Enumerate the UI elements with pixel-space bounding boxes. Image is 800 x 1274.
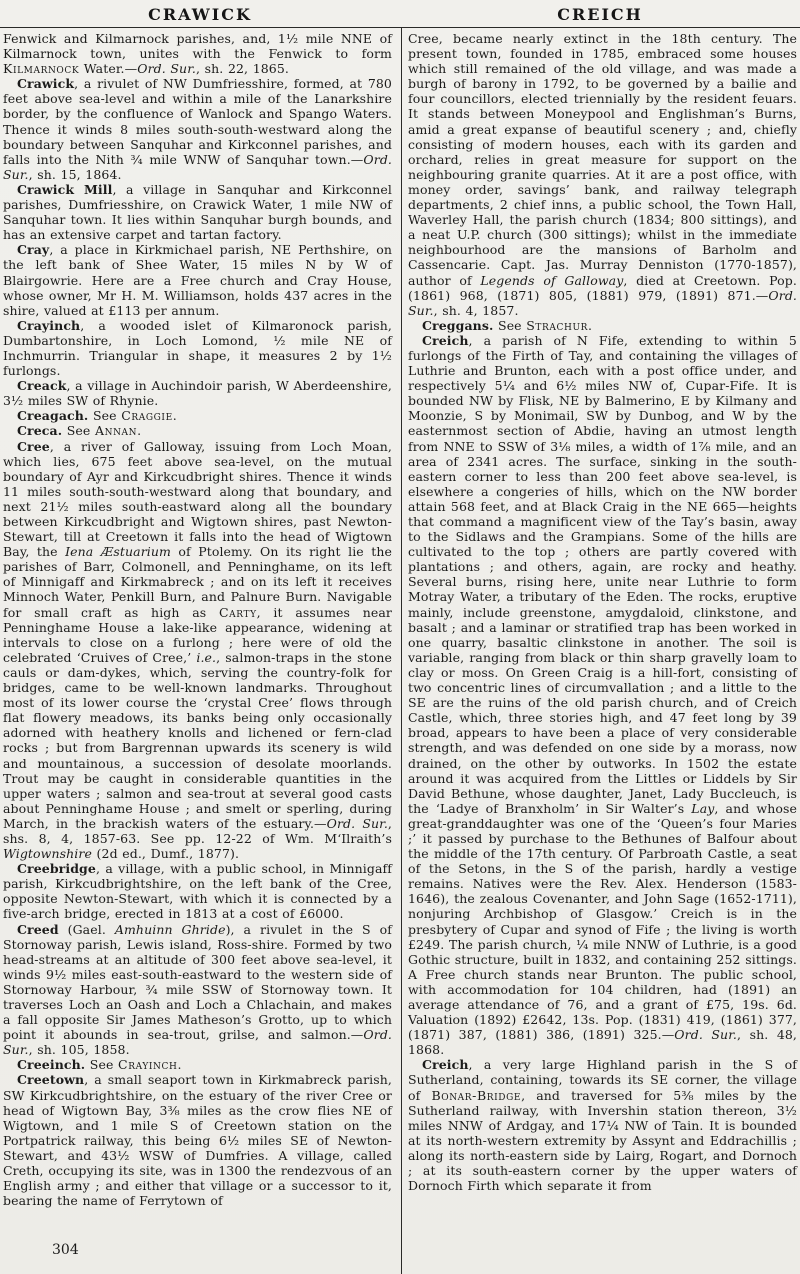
smallcaps-crossref: Kilmarnock [3, 61, 80, 77]
right-column [408, 31, 797, 1193]
body-text: , and traversed for 5⅜ miles by the Sutherland railway, with Invershin station thereon, 3½ miles NNW of Ardgay, and 17¼ NW of Tain. It is bounded at its north-western extremity by Assynt and Eddrachillis ; along its north-eastern side by Lairg, Rogart, and Dornoch ; at its south-eastern corner by the upper waters of Dornoch Firth which separate it from [408, 1087, 797, 1194]
body-text: , it assumes near Penninghame House a lake-like appearance, widening at intervals to close on a furlong ; here were of old the celebrated ‘Cruives of Cree,’ [3, 604, 392, 665]
entry-headword: Creich [422, 1057, 469, 1073]
entry-paragraph [408, 318, 797, 333]
entry-paragraph [3, 31, 392, 76]
body-text: . [137, 423, 142, 439]
body-text: , sh. 15, 1864. [28, 166, 122, 182]
left-column [3, 31, 392, 1208]
body-text: , a wooded islet of Kilmaronock parish, Dumbartonshire, in Loch Lomond, ½ mile NE of Inchmurrin. Triangular in shape, it measures 2 by 1½ furlongs. [3, 317, 392, 379]
body-text: , a rivulet of NW Dumfriesshire, formed, at 780 feet above sea-level and within a mile of the Lanarkshire border, by the confluence of Wanlock and Spango Waters. Thence it winds 8 miles south-south-westward along the boundary between Sanquhar and Kirkconnel parishes, and falls into the Nith ¾ mile WNW of Sanquhar town.— [3, 76, 392, 167]
smallcaps-crossref: Strachur [526, 317, 589, 333]
body-text: , a parish of N Fife, extending to within 5 furlongs of the Firth of Tay, and containing the villages of Luthrie and Brunton, each with a post office under, and respectively 5¼ and 6½ miles NW of, Cupar-Fife. It is bounded NW by Flisk, NE by Balmerino, E by Kilmany and Moonzie, S by Monimail, SW by Dunbog, and W by the easternmost section of Abdie, having an utmost length from NNE to SSW of 3⅛ miles, a width of 1⅞ mile, and an area of 2341 acres. The surface, sinking in the south-eastern corner to less than 200 feet above sea-level, is elsewhere a congeries of hills, which on the NW border attain 568 feet, and at Black Craig in the NE 665—heights that command a magnificent view of the Tay’s basin, away to the Sidlaws and the Grampians. Some of the hills are cultivated to the top ; others are partly covered with plantations ; and others, again, are rocky and heathy. Several burns, rising here, unite near Luthrie to form Motray Water, a tributary of the Eden. The rocks, eruptive mainly, include greenstone, amygdaloid, clinkstone, and basalt ; and a laminar or stratified trap has been worked in one quarry, basaltic clinkstone in another. The soil is variable, ranging from black or thin sharp gravelly loam to clay or moss. On Green Craig is a hill-fort, consisting of two concentric lines of circumvallation ; and a little to the SE are the ruins of the old parish church, and of Creich Castle, which, three stories high, and 47 feet long by 39 broad, appears to have been a place of very considerable strength, and was defended on one side by a morass, now drained, on the other by outworks. In 1502 the estate around it was acquired from the Littles or Liddels by Sir David Bethune, whose daughter, Janet, Lady Buccleuch, is the ‘Ladye of Branxholm’ in Sir Walter’s [408, 332, 797, 816]
entry-headword: Creebridge [17, 861, 96, 877]
italic-text: Iena Æstuarium [65, 544, 171, 560]
body-text: of Ptolemy. On its right lie the parishes of Barr, Colmonell, and Penninghame, on its left of Minnigaff and Kirkmabreck ; and on its left it receives Minnoch Water, Penkill Burn, and Palnure Burn. Navigable for small craft as high as [3, 544, 392, 620]
entry-paragraph [3, 1072, 392, 1208]
entry-headword: Cray [17, 242, 50, 258]
body-text: , sh. 4, 1857. [433, 302, 519, 318]
italic-text: Ord. Sur. [408, 287, 797, 318]
entry-paragraph [3, 423, 392, 438]
italic-text: Ord. Sur. [674, 1027, 737, 1043]
body-text: Fenwick and Kilmarnock parishes, and, 1½ mile NNE of Kilmarnock town, unites with the Fenwick to form [3, 31, 392, 62]
entry-headword: Crawick Mill [17, 181, 113, 197]
body-text: See [62, 423, 95, 439]
smallcaps-crossref: Craggie [121, 408, 173, 424]
body-text: See [85, 1057, 119, 1073]
body-text: . [172, 408, 177, 424]
running-head-left: CRAWICK [148, 5, 252, 24]
entry-paragraph [3, 76, 392, 182]
entry-headword: Creagach. [17, 408, 89, 424]
entry-paragraph [3, 318, 392, 378]
entry-headword: Crawick [17, 76, 75, 92]
body-text: (2d ed., Dumf., 1877). [91, 846, 240, 862]
column-divider [401, 28, 402, 1274]
entry-headword: Crayinch [17, 317, 81, 333]
smallcaps-crossref: Annan [94, 423, 138, 439]
entry-paragraph [408, 1057, 797, 1193]
body-text: See [493, 317, 527, 333]
body-text: (Gael. [58, 921, 115, 937]
entry-headword: Creeinch. [17, 1057, 86, 1073]
entry-paragraph [408, 31, 797, 318]
body-text: Cree, became nearly extinct in the 18th century. The present town, founded in 1785, embraced some houses which still remained of the old village, and was made a burgh of barony in 1792, to be governed by a bailie and four councillors, elected triennially by the resident feuars. It stands between Moneypool and Englishman’s Burns, amid a great expanse of beautiful scenery ; and, chiefly consisting of modern houses, each with its garden and orchard, relies in great measure for support on the neighbouring granite quarries. At it are a post office, with money order, savings’ bank, and railway telegraph departments, 2 chief inns, a public school, the Town Hall, Waverley Hall, the parish church (1834; 800 sittings), and a neat U.P. church (300 sittings); whilst in the immediate neighbourhood are the mansions of Barholm and Cassencarie. Capt. Jas. Murray Denniston (1770-1857), author of [408, 31, 797, 288]
body-text: , sh. 105, 1858. [28, 1042, 130, 1058]
body-text: See [88, 408, 122, 424]
body-text: . [588, 317, 593, 333]
entry-paragraph [3, 408, 392, 423]
entry-headword: Cree [17, 438, 50, 454]
entry-paragraph [3, 242, 392, 317]
entry-paragraph [3, 182, 392, 242]
body-text: , sh. 48, 1868. [408, 1027, 797, 1058]
italic-text: Ord. Sur. [326, 815, 388, 831]
entry-headword: Creggans. [422, 317, 494, 333]
body-text: , and whose great-granddaughter was one of the ‘Queen’s four Maries ;’ it passed by purchase to the Bethunes of Balfour about the middle of the 17th century. Of Parbroath Castle, a seat of the Setons, in the S of the parish, hardly a vestige remains. Natives were the Rev. Alex. Henderson (1583-1646), the zealous Covenanter, and John Sage (1652-1711), nonjuring Archbishop of Glasgow.’ Creich is in the presbytery of Cupar and synod of Fife ; the living is worth £249. The parish church, ¼ mile NNW of Luthrie, is a good Gothic structure, built in 1832, and containing 252 sittings. A Free church stands near Brunton. The public school, with accommodation for 104 children, had (1891) an average attendance of 76, and a grant of £75, 19s. 6d. Valuation (1892) £2642, 13s. Pop. (1831) 419, (1861) 377, (1871) 387, (1881) 386, (1891) 325.— [408, 800, 797, 1043]
body-text: , shs. 8, 4, 1857-63. See pp. 12-22 of Wm. M‘Ilraith’s [3, 815, 392, 846]
body-text: , a village in Sanquhar and Kirkconnel parishes, Dumfriesshire, on Crawick Water, 1 mile NW of Sanquhar town. It lies within Sanquhar burgh bounds, and has an extensive carpet and tartan factory. [3, 181, 392, 243]
italic-text: Ord. Sur. [3, 151, 392, 182]
italic-text: Amhuinn Ghride [114, 921, 226, 937]
smallcaps-crossref: Crayinch [118, 1057, 178, 1073]
body-text: , a place in Kirkmichael parish, NE Perthshire, on the left bank of Shee Water, 15 miles N by W of Blairgowrie. Here are a Free church and Cray House, whose owner, Mr H. M. Williamson, holds 437 acres in the shire, valued at £113 per annum. [3, 242, 392, 318]
body-text: , a village in Auchindoir parish, W Aberdeenshire, 3½ miles SW of Rhynie. [3, 378, 392, 409]
italic-text: Legends of Galloway [480, 272, 624, 288]
body-text: , died at Creetown. Pop. (1861) 968, (1871) 805, (1881) 979, (1891) 871.— [408, 272, 797, 303]
entry-paragraph [3, 1057, 392, 1072]
body-text: , a small seaport town in Kirkmabreck parish, SW Kirkcudbrightshire, on the estuary of the river Cree or head of Wigtown Bay, 3⅜ miles as the crow flies NE of Wigtown, and 1 mile S of Creetown station on the Portpatrick railway, this being 6½ miles SE of Newton-Stewart, and 43½ WSW of Dumfries. A village, called Creth, occupying its site, was in 1300 the rendezvous of an English army ; and either that village or a successor to it, bearing the name of Ferrytown of [3, 1072, 392, 1209]
smallcaps-crossref: Carty [219, 604, 257, 620]
entry-paragraph [3, 378, 392, 408]
entry-headword: Creack [17, 378, 67, 394]
entry-headword: Creich [422, 332, 469, 348]
header-rule [0, 27, 800, 28]
entry-paragraph [408, 333, 797, 1058]
smallcaps-crossref: Bonar-Bridge [431, 1087, 522, 1103]
body-text: Water.— [79, 61, 138, 77]
body-text: , salmon-traps in the stone cauls or dam-dykes, which, serving the country-folk for bridges, came to be well-known landmarks. Throughout most of its lower course the ‘crystal Cree’ flows through flat flowery meadows, its banks being only occasionally adorned with heathery knolls and lichened or fern-clad rocks ; but from Bargrennan upwards its scenery is wild and mountainous, a succession of desolate moorlands. Trout may be caught in considerable quantities in the upper waters ; salmon and sea-trout at several good casts about Penninghame House ; and smelt or sperling, during March, in the brackish waters of the estuary.— [3, 649, 392, 831]
entry-paragraph [3, 439, 392, 862]
body-text: , a very large Highland parish in the S of Sutherland, containing, towards its SE corner, the village of [408, 1057, 797, 1103]
entry-headword: Creca. [17, 423, 63, 439]
entry-headword: Creetown [17, 1072, 85, 1088]
running-head-right: CREICH [557, 5, 643, 24]
italic-text: Wigtownshire [3, 846, 92, 862]
body-text: , a village, with a public school, in Minnigaff parish, Kirkcudbrightshire, on the left bank of the Cree, opposite Newton-Stewart, with which it is connected by a five-arch bridge, erected in 1813 at a cost of £6000. [3, 861, 392, 922]
page-number: 304 [52, 1242, 79, 1258]
italic-text: Ord. Sur. [3, 1027, 392, 1058]
body-text: ), a rivulet in the S of Stornoway parish, Lewis island, Ross-shire. Formed by two head-streams at an altitude of 300 feet above sea-level, it winds 9½ miles east-south-eastward to the western side of Stornoway Harbour, ¾ mile SSW of Stornoway town. It traverses Loch an Oash and Loch a Chlachain, and makes a fall opposite Sir James Matheson’s Grotto, up to which point it abounds in sea-trout, grilse, and salmon.— [3, 921, 392, 1043]
body-text: , a river of Galloway, issuing from Loch Moan, which lies, 675 feet above sea-level, on the mutual boundary of Ayr and Kirkcudbright shires. Thence it winds 11 miles south-south-westward along that boundary, and next 21½ miles south-eastward along all the boundary between Kirkcudbright and Wigtown shires, past Newton-Stewart, till at Creetown it falls into the head of Wigtown Bay, the [3, 438, 392, 560]
italic-text: Lay [691, 800, 715, 816]
entry-paragraph [3, 922, 392, 1058]
italic-text: Ord. Sur. [137, 61, 196, 77]
body-text: . [177, 1057, 182, 1073]
body-text: , sh. 22, 1865. [195, 61, 289, 77]
entry-headword: Creed [17, 921, 59, 937]
entry-paragraph [3, 861, 392, 921]
italic-text: i.e. [196, 649, 217, 665]
